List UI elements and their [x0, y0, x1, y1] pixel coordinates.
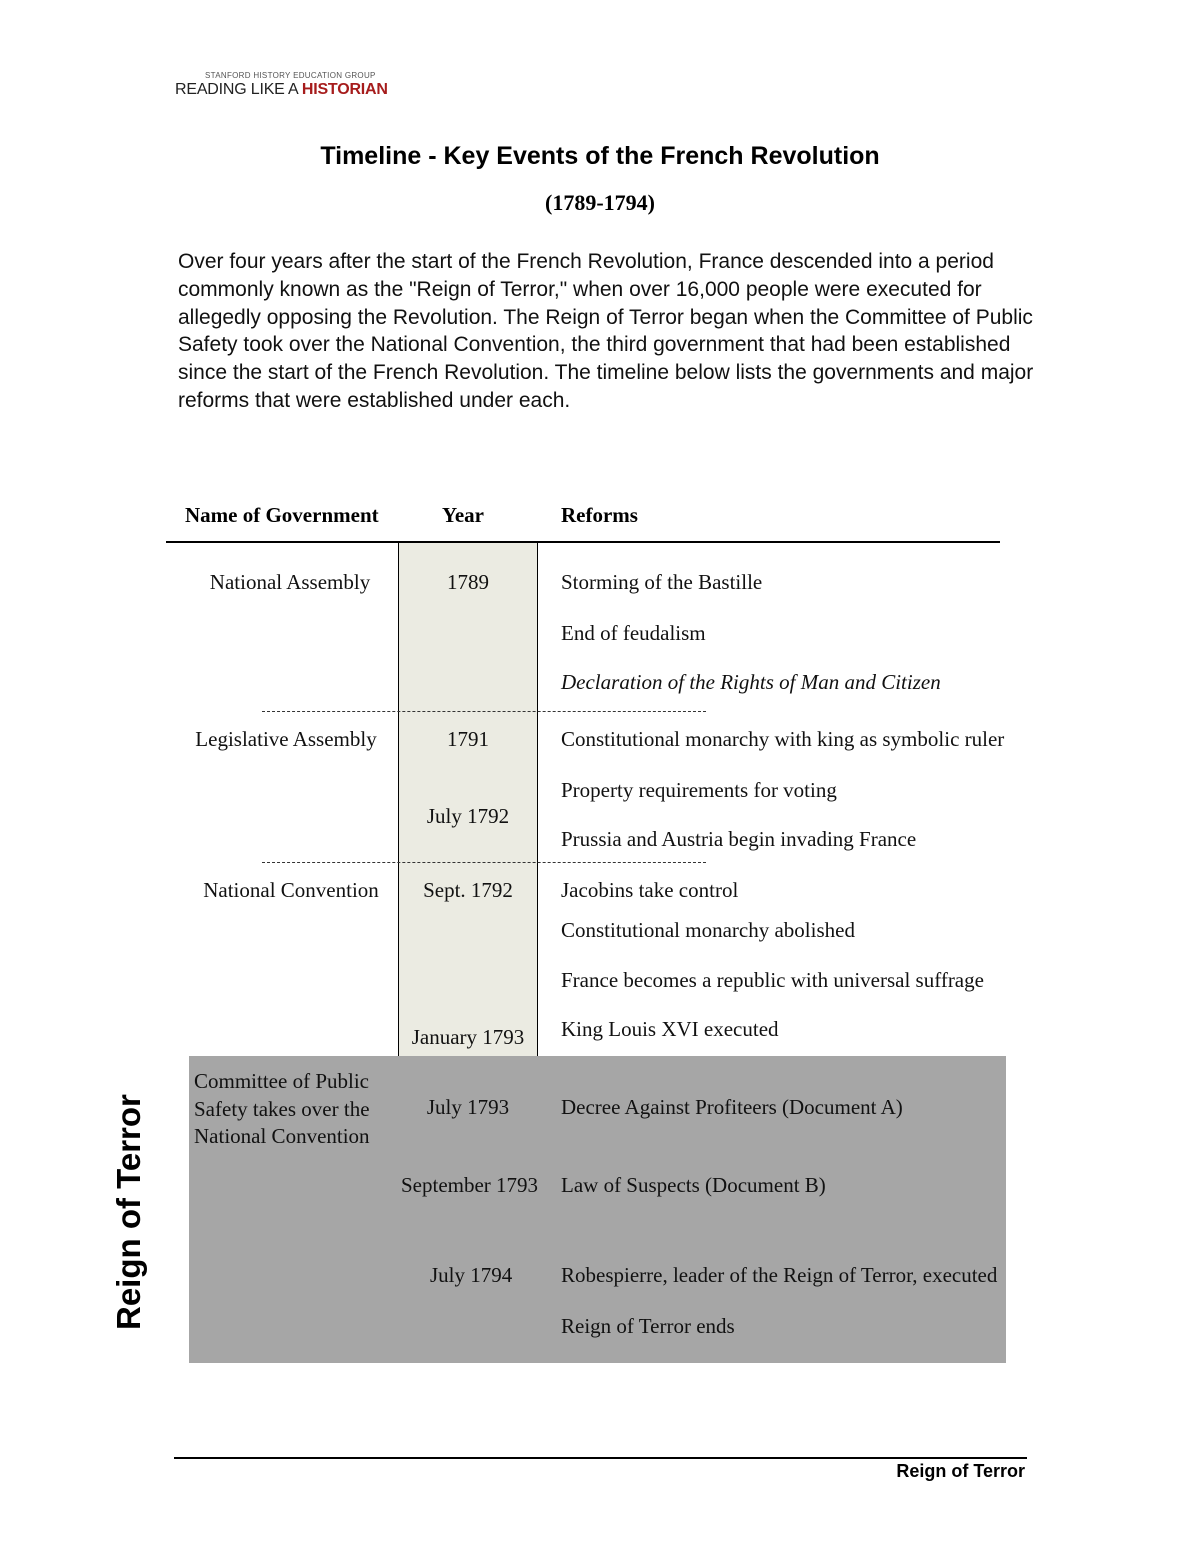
reform: Prussia and Austria begin invading France [561, 827, 917, 851]
page-title: Timeline - Key Events of the French Revolution [320, 142, 880, 170]
year: July 1793 [426, 1095, 510, 1119]
intro-paragraph: Over four years after the start of the French Revolution, France descended into a period commonly known as the "Reign of Terror," when over 16,000 people were executed for allegedly opposing the Revolution. The Reign of Terror began when the Committee of Public Safety took over the National Convention, the third government that had been established since the start of the French Revolution. The timeline below lists the governments and major reforms that were established under each. [178, 250, 1034, 412]
government-name: Legislative Assembly [195, 727, 377, 751]
footer-rule [174, 1457, 1027, 1459]
header-rule [166, 541, 1000, 543]
year: Sept. 1792 [423, 878, 513, 902]
reform: Storming of the Bastille [561, 570, 763, 594]
reform: Jacobins take control [561, 878, 739, 902]
date-range: (1789-1794) [545, 190, 655, 215]
reform: Constitutional monarchy with king as symbolic ruler [561, 727, 1005, 751]
reform: Property requirements for voting [561, 778, 837, 802]
logo-prefix: READING LIKE A [175, 81, 302, 98]
reform: France becomes a republic with universal suffrage [561, 968, 984, 992]
reform: Decree Against Profiteers (Document A) [561, 1095, 903, 1119]
year: 1789 [447, 570, 489, 594]
reform: Law of Suspects (Document B) [561, 1173, 826, 1197]
government-name: National Assembly [209, 570, 371, 594]
reform: Constitutional monarchy abolished [561, 918, 855, 942]
reform: Reign of Terror ends [561, 1314, 735, 1338]
year: September 1793 [401, 1173, 539, 1197]
year: 1791 [447, 727, 489, 751]
logo-highlight: HISTORIAN [301, 81, 388, 98]
reform: Robespierre, leader of the Reign of Terror, executed [561, 1263, 998, 1287]
reform: End of feudalism [561, 621, 706, 645]
reform: King Louis XVI executed [561, 1017, 779, 1041]
footer-label: Reign of Terror [896, 1461, 1025, 1481]
year: July 1794 [430, 1263, 513, 1287]
section-divider [262, 711, 706, 712]
logo [175, 81, 388, 99]
header-year: Year [442, 503, 484, 527]
government-name: Committee of Public Safety takes over the National Convention [194, 1069, 370, 1148]
year-column-shading [398, 542, 538, 1056]
header-government: Name of Government [185, 503, 379, 527]
year: January 1793 [411, 1025, 525, 1049]
year: July 1792 [426, 804, 510, 828]
government-name: National Convention [203, 878, 379, 902]
logo-organization: STANFORD HISTORY EDUCATION GROUP [205, 71, 376, 80]
side-label: Reign of Terror [110, 1094, 147, 1330]
reform: Declaration of the Rights of Man and Citizen [561, 670, 941, 694]
header-reforms: Reforms [561, 503, 638, 527]
section-divider [262, 862, 706, 863]
